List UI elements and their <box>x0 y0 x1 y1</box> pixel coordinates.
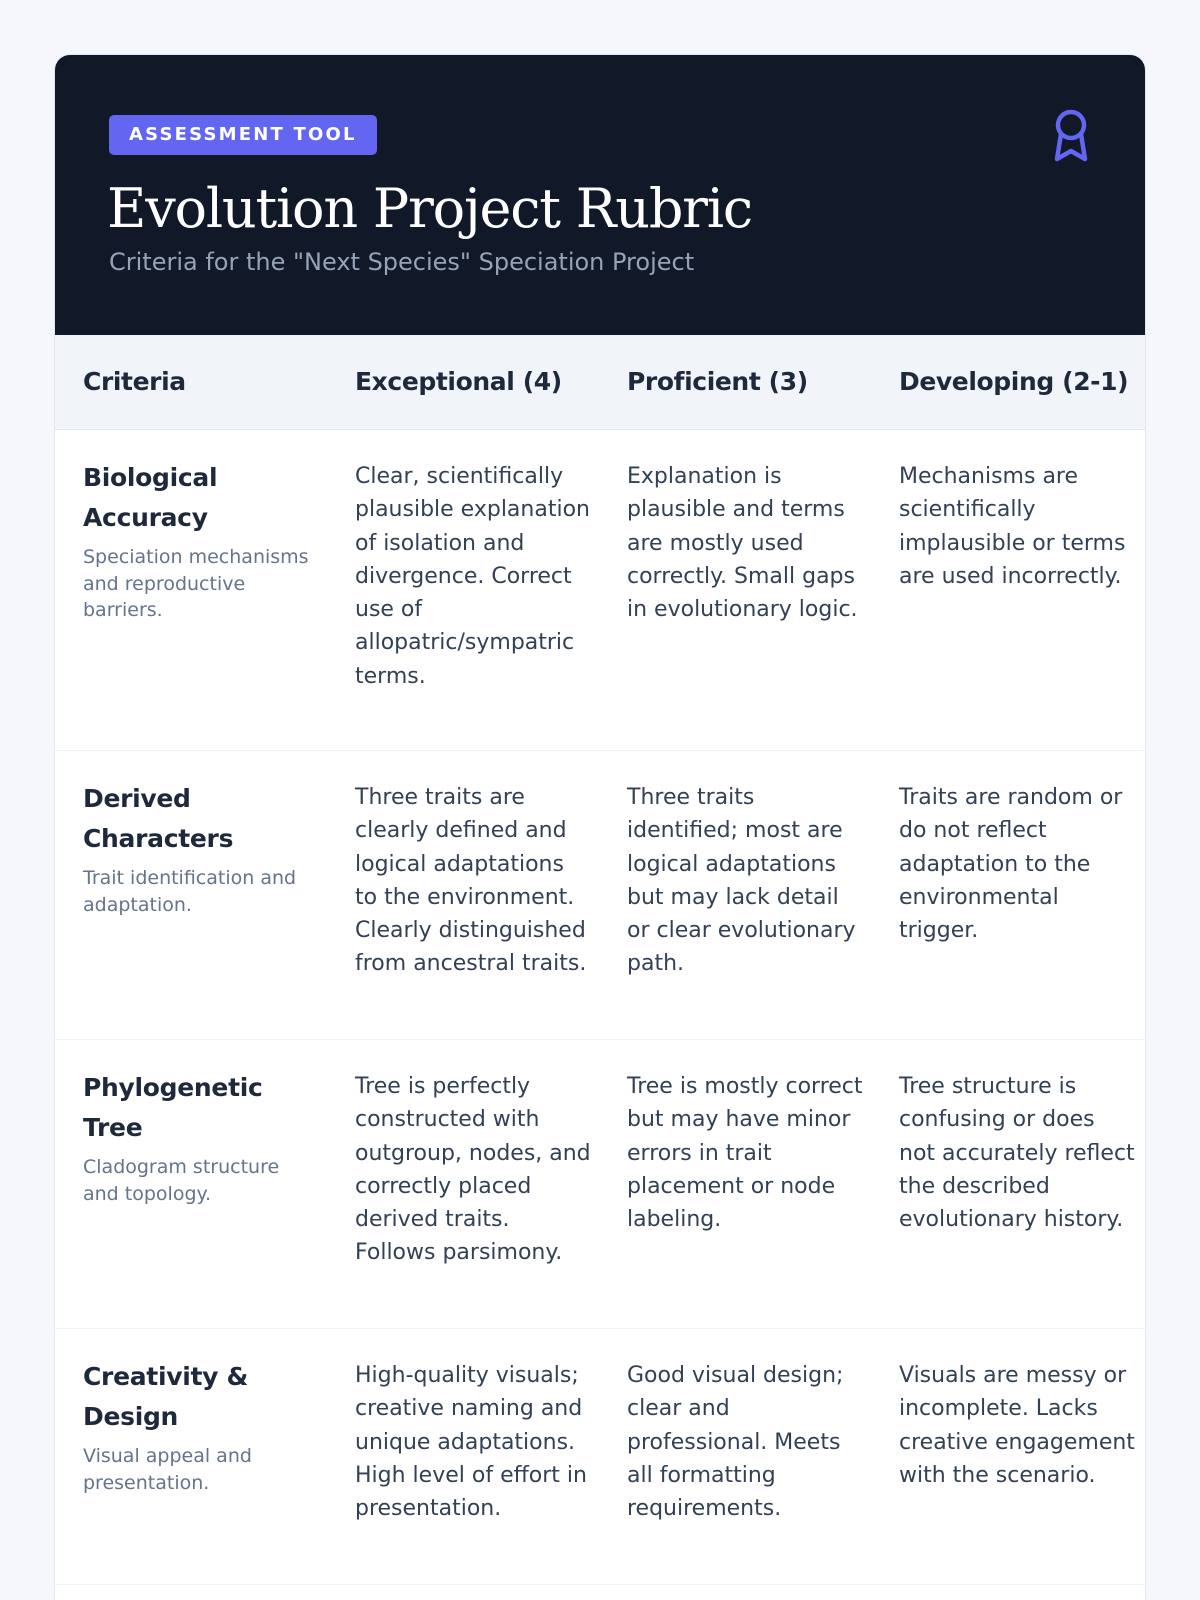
developing-cell: Visuals are messy or incomplete. Lacks creative engagement with the scenario. <box>899 1363 1135 1488</box>
criteria-cell <box>83 458 319 624</box>
rubric-card <box>54 54 1146 1600</box>
proficient-cell: Good visual design; clear and professional. Meets all formatting requirements. <box>627 1363 844 1522</box>
exceptional-cell: Clear, scientifically plausible explanation of isolation and divergence. Correct use of allopatric/sympatric terms. <box>355 464 590 689</box>
criteria-description: Cladogram structure and topology. <box>83 1156 280 1205</box>
rubric-table <box>55 335 1146 1585</box>
developing-cell: Traits are random or do not reflect adaptation to the environmental trigger. <box>899 785 1123 944</box>
proficient-cell: Three traits identified; most are logical adaptations but may lack detail or clear evolutionary path. <box>627 785 856 977</box>
header-banner <box>55 55 1146 335</box>
column-header-exceptional: Exceptional (4) <box>355 367 562 396</box>
criteria-description: Visual appeal and presentation. <box>83 1445 252 1494</box>
exceptional-cell: Tree is perfectly constructed with outgroup, nodes, and correctly placed derived traits. Follows parsimony. <box>355 1074 591 1266</box>
developing-cell: Mechanisms are scientifically implausible or terms are used incorrectly. <box>899 464 1126 589</box>
proficient-cell: Tree is mostly correct but may have minor errors in trait placement or node labeling. <box>627 1074 863 1233</box>
page-subtitle: Criteria for the "Next Species" Speciation Project <box>109 248 695 276</box>
column-header-criteria: Criteria <box>83 367 186 396</box>
table-row <box>55 751 1146 1040</box>
exceptional-cell: High-quality visuals; creative naming and unique adaptations. High level of effort in presentation. <box>355 1363 587 1522</box>
proficient-cell: Explanation is plausible and terms are mostly used correctly. Small gaps in evolutionary logic. <box>627 464 858 623</box>
criteria-name: Phylogenetic Tree <box>83 1073 263 1142</box>
criteria-cell <box>83 1357 319 1496</box>
criteria-description: Speciation mechanisms and reproductive barriers. <box>83 546 309 621</box>
column-header-proficient: Proficient (3) <box>627 367 808 396</box>
page-title: Evolution Project Rubric <box>107 177 752 240</box>
criteria-name: Creativity & Design <box>83 1362 249 1431</box>
criteria-description: Trait identification and adaptation. <box>83 867 297 916</box>
criteria-name: Biological Accuracy <box>83 463 218 532</box>
award-ribbon-icon <box>1049 107 1093 165</box>
table-row <box>55 430 1146 751</box>
column-header-developing: Developing (2-1) <box>899 367 1129 396</box>
criteria-name: Derived Characters <box>83 784 234 853</box>
exceptional-cell: Three traits are clearly defined and logical adaptations to the environment. Clearly distinguished from ancestral traits. <box>355 785 587 977</box>
category-badge: ASSESSMENT TOOL <box>109 115 377 155</box>
criteria-cell <box>83 1068 319 1207</box>
table-row <box>55 1040 1146 1329</box>
table-row <box>55 1329 1146 1585</box>
developing-cell: Tree structure is confusing or does not accurately reflect the described evolutionary history. <box>899 1074 1135 1233</box>
table-header-row <box>55 335 1146 430</box>
criteria-cell <box>83 779 319 918</box>
